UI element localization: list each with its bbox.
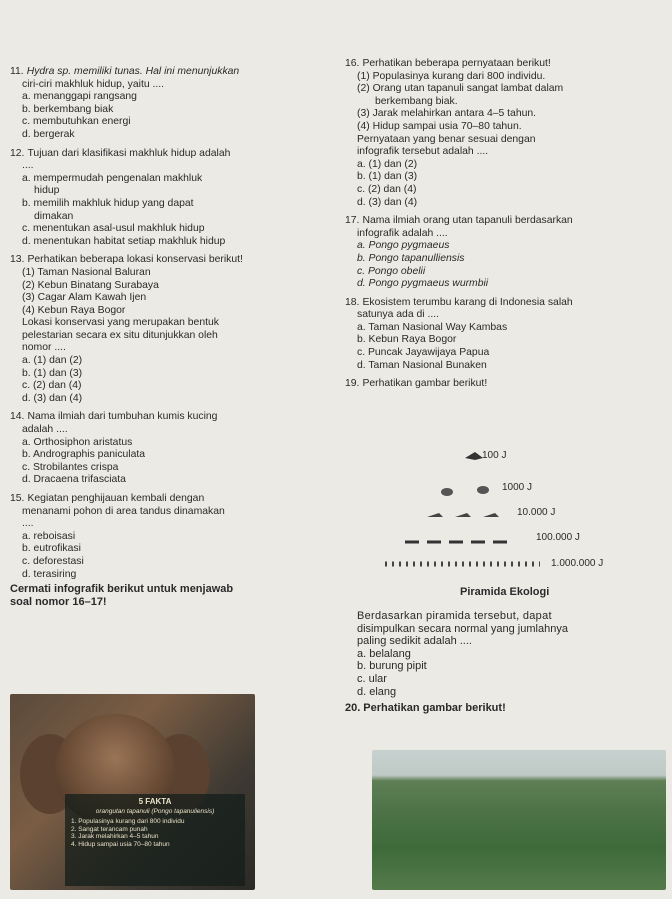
list-item: (2) Kebun Binatang Surabaya [22,279,159,291]
question-number: 17. [345,215,360,227]
option-c: c. menentukan asal-usul makhluk hidup [22,223,205,235]
fact-subtitle: orangutan tapanuli (Pongo tapanuliensis) [95,807,215,815]
pyramid-label: 10.000 J [517,507,556,518]
option-c: c. (2) dan (4) [357,183,417,195]
instruction-text: Cermati infografik berikut untuk menjawab [10,583,234,596]
question-number: 15. [10,493,25,504]
question-text: Tujuan dari klasifikasi makhluk hidup adalah [27,147,231,159]
statement: (1) Populasinya kurang dari 800 individu. [357,70,546,82]
question-text: ciri-ciri makhluk hidup, yaitu .... [22,78,165,90]
option-b: b. Kebun Raya Bogor [357,334,457,346]
question-text: nomor .... [22,342,66,354]
question-number: 18. [345,296,360,308]
question-13 [10,254,340,405]
right-column [345,20,667,393]
option-d: d. (3) dan (4) [22,392,83,404]
question-text: Kegiatan penghijauan kembali dengan [27,493,205,504]
option-d: d. bergerak [22,128,75,140]
pyramid-label: 100.000 J [536,532,580,543]
option-a: a. belalang [357,647,411,660]
question-number: 11. [10,66,24,77]
fact-item: 4. Hidup sampai usia 70–80 tahun [71,840,170,848]
statement: (2) Orang utan tapanuli sangat lambat dalam [357,83,564,95]
orangutan-infographic [10,694,255,890]
question-19-cont [345,610,667,715]
fact-item: 3. Jarak melahirkan 4–5 tahun [71,833,159,840]
snake-icon [441,488,453,496]
statement: (3) Jarak melahirkan antara 4–5 tahun. [357,108,537,120]
question-text: Perhatikan beberapa lokasi konservasi berikut! [27,254,243,266]
question-text: paling sedikit adalah .... [357,635,472,648]
question-19 [345,378,667,391]
pyramid-label: 1000 J [502,482,533,493]
statement-cont: berkembang biak. [375,95,458,107]
option-d: d. Pongo pygmaeus wurmbii [357,278,489,290]
question-17 [345,215,667,291]
option-d: d. terasiring [22,568,77,580]
option-d: d. menentukan habitat setiap makhluk hidup [22,235,226,247]
question-number: 19. [345,378,360,390]
question-text: .... [22,160,34,172]
option-c: c. Pongo obelii [357,265,426,277]
instruction-text: soal nomor 16–17! [10,595,107,608]
snake-icon [477,486,489,494]
question-text: infografik tersebut adalah .... [357,146,489,158]
option-c: c. deforestasi [22,555,84,567]
statement: (4) Hidup sampai usia 70–80 tahun. [357,120,522,132]
option-b-cont: dimakan [34,210,74,222]
option-b: b. (1) dan (3) [22,367,83,379]
option-a: a. Taman Nasional Way Kambas [357,321,508,333]
question-11 [10,66,340,142]
question-text: satunya ada di .... [357,309,440,321]
left-column [10,66,340,608]
option-d: d. Taman Nasional Bunaken [357,359,487,371]
question-text: Perhatikan gambar berikut! [362,378,488,390]
question-number: 12. [10,147,25,159]
question-text: Ekosistem terumbu karang di Indonesia salah [362,296,573,308]
question-text: Perhatikan gambar berikut! [363,702,506,715]
pyramid-level-hawk [465,452,483,460]
hawk-icon [465,452,483,460]
option-b: b. Pongo tapanulliensis [357,252,465,264]
option-a: a. (1) dan (2) [357,158,418,170]
list-item: (4) Kebun Raya Bogor [22,304,126,316]
question-number: 14. [10,411,25,423]
option-c: c. Puncak Jayawijaya Papua [357,347,490,359]
list-item: (1) Taman Nasional Baluran [22,266,151,278]
question-text: Nama ilmiah dari tumbuhan kumis kucing [27,411,218,423]
fact-title: 5 FAKTA [138,797,172,806]
option-b: b. Andrographis paniculata [22,449,146,461]
question-text: adalah .... [22,424,68,436]
question-text: disimpulkan secara normal yang jumlahnya [357,622,568,635]
question-20 [345,702,667,715]
question-text: menanami pohon di area tandus dinamakan [22,505,225,517]
option-c: c. (2) dan (4) [22,380,82,392]
question-text: Hydra sp. memiliki tunas. Hal ini menunjukkan [26,66,240,77]
pyramid-level-bird [427,513,499,517]
option-a-cont: hidup [34,185,60,197]
bird-icon [455,513,471,517]
option-a: a. (1) dan (2) [22,355,83,367]
option-c: c. Strobilantes crispa [22,461,119,473]
question-text: Lokasi konservasi yang merupakan bentuk [22,317,219,329]
question-14 [10,411,340,487]
option-a: a. reboisasi [22,530,76,542]
option-d: d. elang [357,685,397,698]
question-18 [345,297,667,373]
list-item: (3) Cagar Alam Kawah Ijen [22,292,147,304]
pyramid-label: 1.000.000 J [551,558,604,569]
pyramid-title: Piramida Ekologi [460,586,550,598]
bird-icon [427,513,443,517]
option-a: a. menanggapi rangsang [22,91,137,103]
ecology-pyramid [355,440,655,600]
question-text: Berdasarkan piramida tersebut, dapat [357,610,552,622]
option-d: d. (3) dan (4) [357,196,418,208]
question-text: pelestarian secara ex situ ditunjukkan oleh [22,329,218,341]
pyramid-svg [355,440,655,600]
option-a: a. Pongo pygmaeus [357,240,450,252]
option-b: b. memilih makhluk hidup yang dapat [22,197,194,209]
pyramid-label: 100 J [482,450,507,461]
fact-item: 1. Populasinya kurang dari 800 individu [71,818,185,825]
question-text: Nama ilmiah orang utan tapanuli berdasarkan [362,215,573,227]
option-a: a. Orthosiphon aristatus [22,436,133,448]
question-number: 13. [10,254,25,266]
question-text: infografik adalah .... [357,227,448,239]
fact-panel [65,794,245,886]
fact-item: 2. Sangat terancam punah [71,825,148,833]
bird-icon [483,513,499,517]
option-b: b. burung pipit [357,660,427,673]
option-b: b. (1) dan (3) [357,171,418,183]
option-b: b. eutrofikasi [22,543,81,555]
question-16 [345,58,667,209]
pyramid-level-snake [441,486,489,496]
question-number: 16. [345,58,360,69]
question-15 [10,493,340,581]
question-number: 20. [345,702,361,715]
option-c: c. ular [357,672,387,685]
option-d: d. Dracaena trifasciata [22,474,126,486]
question-text: Pernyataan yang benar sesuai dengan [357,133,536,145]
question-12 [10,148,340,249]
option-a: a. mempermudah pengenalan makhluk [22,172,203,184]
forest-aerial-photo [372,750,666,890]
question-text: Perhatikan beberapa pernyataan berikut! [362,58,551,69]
option-c: c. membutuhkan energi [22,116,131,128]
question-text: .... [22,518,34,530]
option-b: b. berkembang biak [22,103,114,115]
